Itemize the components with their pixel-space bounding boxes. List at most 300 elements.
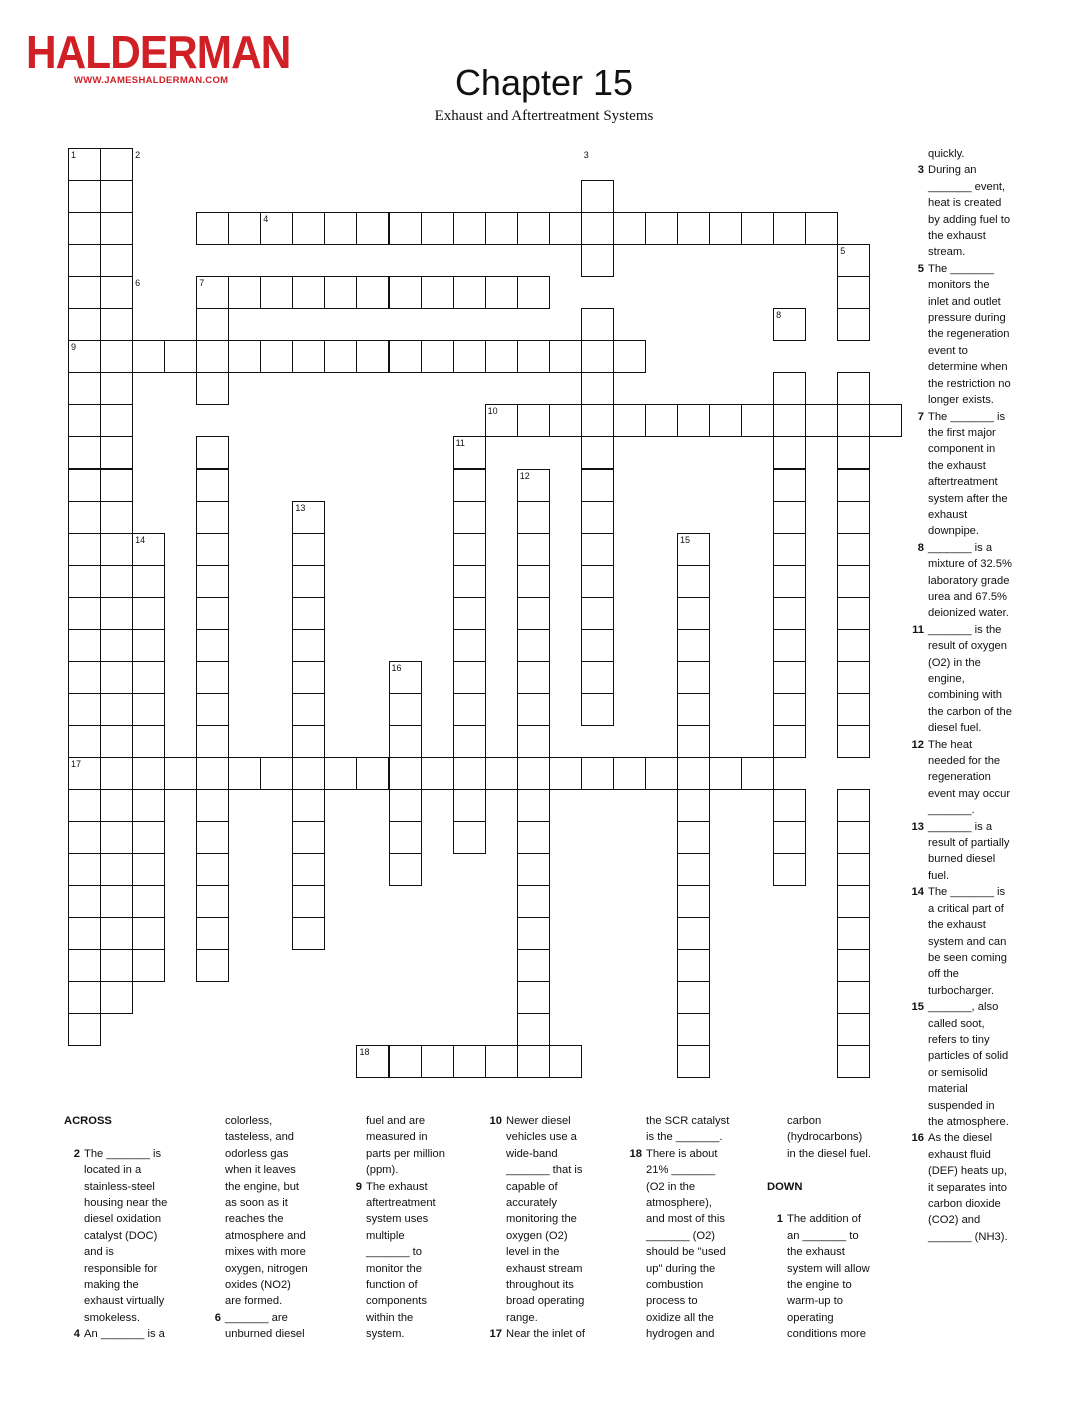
logo-wordmark: HALDERMAN	[26, 26, 291, 78]
grid-cell[interactable]	[453, 693, 486, 726]
grid-cell[interactable]	[100, 629, 133, 662]
grid-cell[interactable]	[100, 436, 133, 469]
grid-cell[interactable]	[68, 661, 101, 694]
grid-cell[interactable]	[677, 789, 710, 822]
grid-cell[interactable]	[453, 821, 486, 854]
grid-cell[interactable]	[773, 693, 806, 726]
grid-cell[interactable]	[773, 661, 806, 694]
grid-cell[interactable]	[100, 693, 133, 726]
grid-cell[interactable]	[645, 212, 678, 245]
cell-number: 7	[199, 278, 205, 289]
grid-cell[interactable]	[68, 1013, 101, 1046]
grid-cell[interactable]	[517, 661, 550, 694]
grid-cell[interactable]	[324, 276, 357, 309]
grid-cell[interactable]	[517, 404, 550, 437]
grid-cell[interactable]	[517, 212, 550, 245]
grid-cell[interactable]	[517, 565, 550, 598]
grid-cell[interactable]	[132, 629, 165, 662]
grid-cell[interactable]	[389, 789, 422, 822]
grid-cell[interactable]	[68, 693, 101, 726]
grid-cell[interactable]	[228, 757, 261, 790]
grid-cell[interactable]	[837, 949, 870, 982]
grid-cell[interactable]	[773, 821, 806, 854]
grid-cell[interactable]	[709, 757, 742, 790]
grid-cell[interactable]	[292, 917, 325, 950]
grid-cell[interactable]	[581, 469, 614, 502]
clue-text: _______, also called soot, refers to tiny particles of solid or semisolid material suspended in the atmosphere.	[928, 1001, 1009, 1128]
grid-cell[interactable]	[196, 853, 229, 886]
grid-cell[interactable]	[677, 661, 710, 694]
grid-cell[interactable]	[773, 212, 806, 245]
grid-cell[interactable]	[677, 821, 710, 854]
grid-cell[interactable]	[100, 597, 133, 630]
grid-cell[interactable]	[581, 404, 614, 437]
grid-cell[interactable]	[196, 436, 229, 469]
grid-cell[interactable]	[68, 917, 101, 950]
grid-cell[interactable]	[68, 180, 101, 213]
grid-cell[interactable]	[68, 629, 101, 662]
clue-1	[767, 1211, 897, 1342]
grid-cell[interactable]	[581, 661, 614, 694]
grid-cell[interactable]	[100, 917, 133, 950]
cell-number: 4	[263, 214, 269, 225]
grid-cell[interactable]	[68, 885, 101, 918]
cell-number: 6	[135, 278, 141, 289]
grid-cell[interactable]	[453, 725, 486, 758]
cell-number: 9	[71, 342, 77, 353]
grid-cell[interactable]	[389, 821, 422, 854]
grid-cell[interactable]	[837, 372, 870, 405]
grid-cell[interactable]	[68, 853, 101, 886]
grid-cell[interactable]	[453, 661, 486, 694]
grid-cell[interactable]	[260, 340, 293, 373]
grid-cell[interactable]	[581, 629, 614, 662]
grid-cell[interactable]	[773, 436, 806, 469]
page-title: Chapter 15	[454, 62, 634, 103]
grid-cell[interactable]	[837, 629, 870, 662]
grid-cell[interactable]	[517, 340, 550, 373]
grid-cell[interactable]	[132, 661, 165, 694]
clues-column-5	[626, 1113, 756, 1343]
grid-cell[interactable]	[132, 725, 165, 758]
grid-cell[interactable]	[613, 340, 646, 373]
grid-cell[interactable]	[581, 757, 614, 790]
grid-cell[interactable]	[549, 340, 582, 373]
grid-cell[interactable]	[549, 757, 582, 790]
grid-cell[interactable]	[196, 949, 229, 982]
grid-cell[interactable]	[773, 725, 806, 758]
grid-cell[interactable]	[805, 404, 838, 437]
grid-cell[interactable]	[292, 757, 325, 790]
grid-cell[interactable]	[549, 212, 582, 245]
clue-number: 10	[489, 1115, 502, 1127]
grid-cell[interactable]	[68, 308, 101, 341]
grid-cell[interactable]	[389, 725, 422, 758]
grid-cell[interactable]	[741, 757, 774, 790]
grid-cell[interactable]	[709, 404, 742, 437]
grid-cell[interactable]	[517, 1045, 550, 1078]
grid-cell[interactable]	[196, 565, 229, 598]
grid-cell[interactable]	[773, 597, 806, 630]
grid-cell[interactable]	[773, 565, 806, 598]
grid-cell[interactable]	[260, 276, 293, 309]
grid-cell[interactable]	[196, 597, 229, 630]
grid-cell[interactable]	[549, 404, 582, 437]
grid-cell[interactable]	[100, 180, 133, 213]
grid-cell[interactable]	[132, 340, 165, 373]
grid-cell[interactable]	[100, 981, 133, 1014]
grid-cell[interactable]	[677, 853, 710, 886]
grid-cell[interactable]	[741, 404, 774, 437]
grid-cell[interactable]	[453, 469, 486, 502]
grid-cell[interactable]	[389, 212, 422, 245]
grid-cell[interactable]	[837, 885, 870, 918]
clue-text: The _______ is a critical part of the exhaust system and can be seen coming off the turbocharger.	[928, 886, 1007, 997]
grid-cell[interactable]	[292, 533, 325, 566]
grid-cell[interactable]	[132, 917, 165, 950]
grid-cell[interactable]	[837, 276, 870, 309]
grid-cell[interactable]	[645, 404, 678, 437]
grid-cell[interactable]	[132, 885, 165, 918]
grid-cell[interactable]	[196, 340, 229, 373]
grid-cell[interactable]	[677, 757, 710, 790]
grid-cell[interactable]	[517, 597, 550, 630]
grid-cell[interactable]	[421, 340, 454, 373]
grid-cell[interactable]	[100, 725, 133, 758]
grid-cell[interactable]	[260, 757, 293, 790]
grid-cell[interactable]	[453, 340, 486, 373]
grid-cell[interactable]	[68, 949, 101, 982]
grid-cell[interactable]	[356, 757, 389, 790]
grid-cell[interactable]	[100, 308, 133, 341]
grid-cell[interactable]	[741, 212, 774, 245]
grid-cell[interactable]	[68, 533, 101, 566]
grid-cell[interactable]	[517, 885, 550, 918]
clue-text: _______ are unburned diesel	[225, 1311, 305, 1341]
grid-cell[interactable]	[100, 533, 133, 566]
grid-cell[interactable]	[837, 693, 870, 726]
grid-cell[interactable]	[196, 501, 229, 534]
grid-cell[interactable]	[356, 212, 389, 245]
cell-number: 15	[679, 534, 690, 545]
grid-cell[interactable]	[677, 565, 710, 598]
grid-cell[interactable]	[517, 276, 550, 309]
grid-cell[interactable]	[581, 212, 614, 245]
grid-cell[interactable]	[100, 949, 133, 982]
grid-cell[interactable]	[68, 501, 101, 534]
clue-number: 18	[629, 1147, 642, 1160]
grid-cell[interactable]	[581, 501, 614, 534]
grid-cell[interactable]	[324, 757, 357, 790]
grid-cell[interactable]	[837, 853, 870, 886]
grid-cell[interactable]	[68, 212, 101, 245]
grid-cell[interactable]	[517, 917, 550, 950]
grid-cell[interactable]	[228, 212, 261, 245]
grid-cell[interactable]	[196, 885, 229, 918]
grid-cell[interactable]	[581, 436, 614, 469]
grid-cell[interactable]	[837, 501, 870, 534]
grid-cell[interactable]	[421, 757, 454, 790]
grid-cell[interactable]	[196, 533, 229, 566]
grid-cell[interactable]	[837, 436, 870, 469]
grid-cell[interactable]	[581, 180, 614, 213]
grid-cell[interactable]	[100, 148, 133, 181]
grid-cell[interactable]	[68, 469, 101, 502]
grid-cell[interactable]	[421, 212, 454, 245]
grid-cell[interactable]	[581, 533, 614, 566]
grid-cell[interactable]	[132, 789, 165, 822]
clue-number: 4	[73, 1328, 80, 1341]
grid-cell[interactable]	[773, 853, 806, 886]
grid-cell[interactable]	[837, 597, 870, 630]
grid-cell[interactable]	[164, 757, 197, 790]
grid-cell[interactable]	[453, 789, 486, 822]
grid-cell[interactable]	[292, 789, 325, 822]
grid-cell[interactable]	[837, 981, 870, 1014]
grid-cell[interactable]	[453, 597, 486, 630]
grid-cell[interactable]	[773, 501, 806, 534]
grid-cell[interactable]	[68, 597, 101, 630]
grid-cell[interactable]	[356, 340, 389, 373]
grid-cell[interactable]	[292, 885, 325, 918]
grid-cell[interactable]	[292, 661, 325, 694]
grid-cell[interactable]	[581, 565, 614, 598]
grid-cell[interactable]	[581, 597, 614, 630]
grid-cell[interactable]	[677, 404, 710, 437]
grid-cell[interactable]	[517, 1013, 550, 1046]
grid-cell[interactable]	[677, 917, 710, 950]
grid-cell[interactable]	[100, 757, 133, 790]
grid-cell[interactable]	[677, 1045, 710, 1078]
grid-cell[interactable]	[837, 1013, 870, 1046]
grid-cell[interactable]	[581, 308, 614, 341]
grid-cell[interactable]	[196, 917, 229, 950]
grid-cell[interactable]	[837, 917, 870, 950]
grid-cell[interactable]	[196, 372, 229, 405]
grid-cell[interactable]	[132, 853, 165, 886]
grid-cell[interactable]	[196, 693, 229, 726]
clue-number: 14	[911, 886, 924, 899]
clue-number: 3	[917, 164, 924, 177]
grid-cell[interactable]	[196, 308, 229, 341]
grid-cell[interactable]	[485, 340, 518, 373]
clue-11	[908, 622, 1038, 737]
grid-cell[interactable]	[837, 533, 870, 566]
grid-cell[interactable]	[837, 565, 870, 598]
grid-cell[interactable]	[132, 821, 165, 854]
grid-cell[interactable]	[677, 885, 710, 918]
grid-cell[interactable]	[549, 1045, 582, 1078]
grid-cell[interactable]	[132, 597, 165, 630]
grid-cell[interactable]	[517, 533, 550, 566]
cell-number: 5	[840, 246, 846, 257]
grid-cell[interactable]	[68, 244, 101, 277]
clue-number: 12	[911, 738, 924, 751]
grid-cell[interactable]	[292, 276, 325, 309]
grid-cell[interactable]	[485, 212, 518, 245]
grid-cell[interactable]	[773, 372, 806, 405]
grid-cell[interactable]	[837, 725, 870, 758]
grid-cell[interactable]	[100, 853, 133, 886]
grid-cell[interactable]	[196, 629, 229, 662]
grid-cell[interactable]	[132, 949, 165, 982]
grid-cell[interactable]	[68, 436, 101, 469]
grid-cell[interactable]	[517, 757, 550, 790]
grid-cell[interactable]	[100, 821, 133, 854]
grid-cell[interactable]	[677, 629, 710, 662]
grid-cell[interactable]	[453, 533, 486, 566]
grid-cell[interactable]	[132, 565, 165, 598]
grid-cell[interactable]	[100, 244, 133, 277]
grid-cell[interactable]	[517, 949, 550, 982]
grid-cell[interactable]	[677, 597, 710, 630]
grid-cell[interactable]	[196, 212, 229, 245]
grid-cell[interactable]	[677, 693, 710, 726]
clue-text: The heat needed for the regeneration event may occur _______.	[928, 738, 1011, 817]
grid-cell[interactable]	[453, 276, 486, 309]
grid-cell[interactable]	[517, 629, 550, 662]
grid-cell[interactable]	[292, 693, 325, 726]
grid-cell[interactable]	[453, 565, 486, 598]
grid-cell[interactable]	[485, 757, 518, 790]
grid-cell[interactable]	[100, 212, 133, 245]
grid-cell[interactable]	[453, 212, 486, 245]
grid-cell[interactable]	[837, 308, 870, 341]
grid-cell[interactable]	[100, 372, 133, 405]
grid-cell[interactable]	[196, 469, 229, 502]
clue-text: The _______ is the first major component in the exhaust aftertreatment system after the exhaust downpipe.	[928, 410, 1008, 538]
grid-cell[interactable]	[517, 821, 550, 854]
grid-cell[interactable]	[196, 757, 229, 790]
grid-cell[interactable]	[389, 1045, 422, 1078]
grid-cell[interactable]	[837, 469, 870, 502]
grid-cell[interactable]	[100, 469, 133, 502]
grid-cell[interactable]	[613, 404, 646, 437]
grid-cell[interactable]	[677, 725, 710, 758]
grid-cell[interactable]	[773, 404, 806, 437]
grid-cell[interactable]	[805, 212, 838, 245]
grid-cell[interactable]	[100, 661, 133, 694]
grid-cell[interactable]	[324, 340, 357, 373]
grid-cell[interactable]	[68, 404, 101, 437]
grid-cell[interactable]	[773, 789, 806, 822]
grid-cell[interactable]	[421, 276, 454, 309]
grid-cell[interactable]	[324, 212, 357, 245]
grid-cell[interactable]	[837, 404, 870, 437]
grid-cell[interactable]	[228, 276, 261, 309]
grid-cell[interactable]	[68, 981, 101, 1014]
grid-cell[interactable]	[389, 276, 422, 309]
grid-cell[interactable]	[196, 661, 229, 694]
grid-cell[interactable]	[292, 725, 325, 758]
grid-cell[interactable]	[581, 372, 614, 405]
grid-cell[interactable]	[581, 244, 614, 277]
grid-cell[interactable]	[196, 725, 229, 758]
grid-cell[interactable]	[517, 725, 550, 758]
grid-cell[interactable]	[68, 276, 101, 309]
grid-cell[interactable]	[421, 1045, 454, 1078]
grid-cell[interactable]	[389, 853, 422, 886]
grid-cell[interactable]	[453, 501, 486, 534]
grid-cell[interactable]	[773, 469, 806, 502]
grid-cell[interactable]	[677, 981, 710, 1014]
grid-cell[interactable]	[677, 1013, 710, 1046]
grid-cell[interactable]	[613, 212, 646, 245]
grid-cell[interactable]	[389, 757, 422, 790]
grid-cell[interactable]	[453, 757, 486, 790]
grid-cell[interactable]	[164, 340, 197, 373]
grid-cell[interactable]	[196, 821, 229, 854]
grid-cell[interactable]	[645, 757, 678, 790]
grid-cell[interactable]	[356, 276, 389, 309]
grid-cell[interactable]	[581, 340, 614, 373]
grid-cell[interactable]	[517, 789, 550, 822]
grid-cell[interactable]	[292, 565, 325, 598]
grid-cell[interactable]	[485, 276, 518, 309]
clue-text: As the diesel exhaust fluid (DEF) heats up, it separates into carbon dioxide (CO2) and _______ (NH3).	[928, 1132, 1008, 1243]
grid-cell[interactable]	[132, 757, 165, 790]
grid-cell[interactable]	[100, 501, 133, 534]
grid-cell[interactable]	[68, 565, 101, 598]
clue-text: _______ is the result of oxygen (O2) in the engine, combining with the carbon of the diesel fuel.	[928, 623, 1012, 735]
grid-cell[interactable]	[517, 853, 550, 886]
grid-cell[interactable]	[869, 404, 902, 437]
grid-cell[interactable]	[517, 693, 550, 726]
grid-cell[interactable]	[677, 212, 710, 245]
grid-cell[interactable]	[613, 757, 646, 790]
grid-cell[interactable]	[68, 789, 101, 822]
grid-cell[interactable]	[292, 212, 325, 245]
grid-cell[interactable]	[292, 853, 325, 886]
grid-cell[interactable]	[132, 693, 165, 726]
grid-cell[interactable]	[389, 340, 422, 373]
grid-cell[interactable]	[292, 597, 325, 630]
grid-cell[interactable]	[389, 693, 422, 726]
grid-cell[interactable]	[100, 340, 133, 373]
clue-continuation: quickly.	[928, 148, 965, 160]
grid-cell[interactable]	[100, 276, 133, 309]
grid-cell[interactable]	[292, 629, 325, 662]
grid-cell[interactable]	[68, 821, 101, 854]
grid-cell[interactable]	[677, 949, 710, 982]
grid-cell[interactable]	[292, 821, 325, 854]
grid-cell[interactable]	[196, 789, 229, 822]
grid-cell[interactable]	[837, 661, 870, 694]
grid-cell[interactable]	[485, 1045, 518, 1078]
grid-cell[interactable]	[100, 789, 133, 822]
logo-url: WWW.JAMESHALDERMAN.COM	[74, 75, 229, 86]
grid-cell[interactable]	[581, 693, 614, 726]
clue-continuation: the SCR catalyst is the _______.	[646, 1115, 730, 1144]
grid-cell[interactable]	[100, 885, 133, 918]
grid-cell[interactable]	[453, 629, 486, 662]
grid-cell[interactable]	[517, 981, 550, 1014]
grid-cell[interactable]	[228, 340, 261, 373]
grid-cell[interactable]	[292, 340, 325, 373]
grid-cell[interactable]	[100, 404, 133, 437]
grid-cell[interactable]	[68, 372, 101, 405]
grid-cell[interactable]	[517, 501, 550, 534]
grid-cell[interactable]	[100, 565, 133, 598]
grid-cell[interactable]	[68, 725, 101, 758]
grid-cell[interactable]	[773, 629, 806, 662]
grid-cell[interactable]	[837, 821, 870, 854]
grid-cell[interactable]	[773, 533, 806, 566]
grid-cell[interactable]	[709, 212, 742, 245]
grid-cell[interactable]	[453, 1045, 486, 1078]
grid-cell[interactable]	[837, 1045, 870, 1078]
grid-cell[interactable]	[837, 789, 870, 822]
